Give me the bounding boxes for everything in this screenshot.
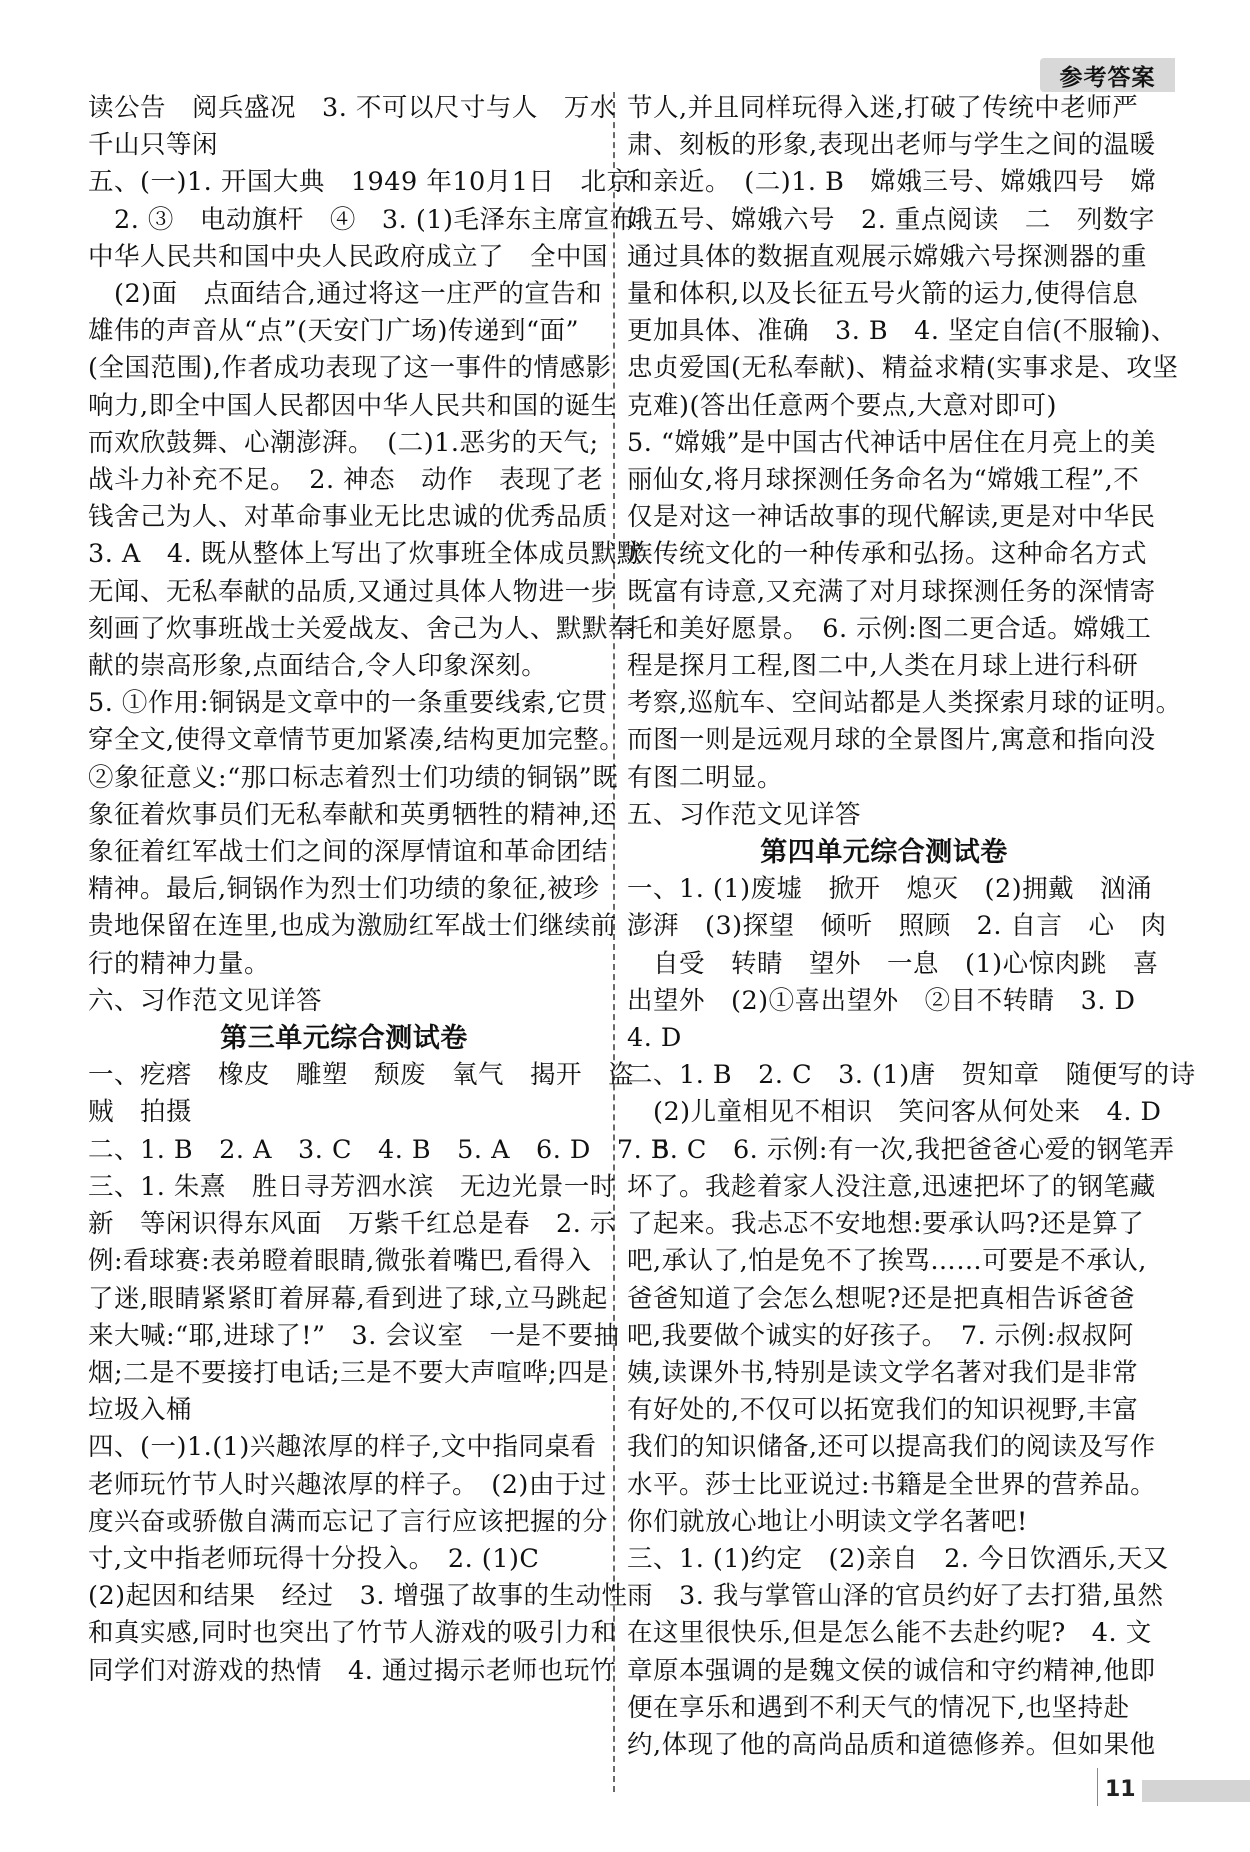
- text-line: 无闻、无私奉献的品质,又通过具体人物进一步: [88, 576, 617, 607]
- text-line: 出望外 (2)①喜出望外 ②目不转睛 3. D: [627, 985, 1136, 1016]
- text-line: (2)起因和结果 经过 3. 增强了故事的生动性: [88, 1581, 628, 1612]
- text-line: 既富有诗意,又充满了对月球探测任务的深情寄: [627, 576, 1156, 607]
- text-line: 托和美好愿景。 6. 示例:图二更合适。嫦娥工: [627, 613, 1152, 644]
- text-line: 一、疙瘩 橡皮 雕塑 颓废 氧气 揭开 盗: [88, 1060, 635, 1091]
- text-line: 娥五号、嫦娥六号 2. 重点阅读 二 列数字: [627, 204, 1155, 235]
- text-line: 烟;二是不要接打电话;三是不要大声喧哗;四是: [88, 1357, 610, 1388]
- text-line: 例:看球赛:表弟瞪着眼睛,微张着嘴巴,看得入: [88, 1246, 592, 1277]
- text-line: 和亲近。 (二)1. B 嫦娥三号、嫦娥四号 嫦: [627, 167, 1157, 198]
- page-number-separator: [1097, 1768, 1098, 1806]
- text-line: ②象征意义:“那口标志着烈士们功绩的铜锅”既: [88, 762, 619, 793]
- text-line: 便在享乐和遇到不利天气的情况下,也坚持赴: [627, 1692, 1130, 1723]
- text-line: 3. A 4. 既从整体上写出了炊事班全体成员默默: [88, 539, 643, 570]
- text-line: 来大喊:“耶,进球了!” 3. 会议室 一是不要抽: [88, 1320, 620, 1351]
- text-line: 献的崇高形象,点面结合,令人印象深刻。: [88, 651, 548, 682]
- text-line: 水平。莎士比亚说过:书籍是全世界的营养品。: [627, 1469, 1157, 1500]
- text-line: 5. “嫦娥”是中国古代神话中居住在月亮上的美: [627, 427, 1157, 458]
- text-line: 通过具体的数据直观展示嫦娥六号探测器的重: [627, 241, 1148, 272]
- text-line: 我们的知识储备,还可以提高我们的阅读及写作: [627, 1432, 1156, 1463]
- text-line: 精神。最后,铜锅作为烈士们功绩的象征,被珍: [88, 874, 600, 905]
- text-line: 穿全文,使得文章情节更加紧凑,结构更加完整。: [88, 725, 626, 756]
- text-line: 爸爸知道了会怎么想呢?还是把真相告诉爸爸: [627, 1283, 1136, 1314]
- page-number: 11: [1105, 1777, 1136, 1802]
- text-line: 考察,巡航车、空间站都是人类探索月球的证明。: [627, 688, 1182, 719]
- text-line: 五、(一)1. 开国大典 1949 年10月1日 北京: [88, 167, 633, 198]
- text-line: (全国范围),作者成功表现了这一事件的情感影: [88, 353, 612, 384]
- text-line: 丽仙女,将月球探测任务命名为“嫦娥工程”,不: [627, 465, 1140, 496]
- text-line: 吧,我要做个诚实的好孩子。 7. 示例:叔叔阿: [627, 1320, 1134, 1351]
- text-line: 四、(一)1.(1)兴趣浓厚的样子,文中指同桌看: [88, 1432, 597, 1463]
- text-line: 和真实感,同时也突出了竹节人游戏的吸引力和: [88, 1618, 617, 1649]
- text-line: 二、1. B 2. C 3. (1)唐 贺知章 随便写的诗: [627, 1060, 1196, 1091]
- text-line: 你们就放心地让小明读文学名著吧!: [627, 1506, 1028, 1537]
- text-line: (2)面 点面结合,通过将这一庄严的宣告和: [88, 279, 603, 310]
- text-line: 更加具体、准确 3. B 4. 坚定自信(不服输)、: [627, 316, 1178, 347]
- text-line: 克难)(答出任意两个要点,大意对即可): [627, 390, 1057, 421]
- text-line: 而图一则是远观月球的全景图片,寓意和指向没: [627, 725, 1156, 756]
- text-line: 了起来。我忐忑不安地想:要承认吗?还是算了: [627, 1209, 1145, 1240]
- text-line: 寸,文中指老师玩得十分投入。 2. (1)C: [88, 1543, 540, 1574]
- text-line: 姨,读课外书,特别是读文学名著对我们是非常: [627, 1357, 1139, 1388]
- column-divider: [613, 92, 615, 1792]
- text-line: 5. C 6. 示例:有一次,我把爸爸心爱的钢笔弄: [627, 1134, 1175, 1165]
- text-line: 4. D: [627, 1023, 682, 1054]
- text-line: 2. ③ 电动旗杆 ④ 3. (1)毛泽东主席宣布: [88, 204, 636, 235]
- text-line: 肃、刻板的形象,表现出老师与学生之间的温暖: [627, 130, 1156, 161]
- text-line: 而欢欣鼓舞、心潮澎湃。 (二)1.恶劣的天气;: [88, 427, 599, 458]
- text-line: 响力,即全中国人民都因中华人民共和国的诞生: [88, 390, 617, 421]
- text-line: 吧,承认了,怕是免不了挨骂……可要是不承认,: [627, 1246, 1147, 1277]
- right-column: [627, 90, 1196, 1764]
- text-line: 三、1. 朱熹 胜日寻芳泗水滨 无边光景一时: [88, 1171, 616, 1202]
- text-line: 象征着炊事员们无私奉献和英勇牺牲的精神,还: [88, 799, 617, 830]
- text-line: 程是探月工程,图二中,人类在月球上进行科研: [627, 651, 1139, 682]
- text-line: 贵地保留在连里,也成为激励红军战士们继续前: [88, 911, 617, 942]
- text-line: 在这里很快乐,但是怎么能不去赴约呢? 4. 文: [627, 1618, 1152, 1649]
- text-line: 雄伟的声音从“点”(天安门广场)传递到“面”: [88, 316, 580, 347]
- text-line: 中华人民共和国中央人民政府成立了 全中国: [88, 241, 609, 272]
- text-line: 战斗力补充不足。 2. 神态 动作 表现了老: [88, 465, 604, 496]
- text-line: 仅是对这一神话故事的现代解读,更是对中华民: [627, 502, 1156, 533]
- text-line: 贼 拍摄: [88, 1097, 193, 1128]
- text-line: 章原本强调的是魏文侯的诚信和守约精神,他即: [627, 1655, 1156, 1686]
- page-footer-bar: [1142, 1780, 1250, 1802]
- text-line: 二、1. B 2. A 3. C 4. B 5. A 6. D 7. B: [88, 1134, 671, 1165]
- text-line: 有好处的,不仅可以拓宽我们的知识视野,丰富: [627, 1395, 1139, 1426]
- text-line: 六、习作范文见详答: [88, 985, 323, 1016]
- text-line: 读公告 阅兵盛况 3. 不可以尺寸与人 万水: [88, 93, 616, 123]
- text-line: 钱舍己为人、对革命事业无比忠诚的优秀品质: [88, 502, 609, 533]
- text-line: 刻画了炊事班战士关爱战友、舍己为人、默默奉: [88, 613, 635, 644]
- text-line: 自受 转睛 望外 一息 (1)心惊肉跳 喜: [627, 948, 1159, 979]
- text-line: 五、习作范文见详答: [627, 799, 862, 830]
- text-line: 象征着红军战士们之间的深厚情谊和革命团结: [88, 837, 609, 868]
- text-line: 一、1. (1)废墟 掀开 熄灭 (2)拥戴 汹涌: [627, 874, 1153, 905]
- text-line: 三、1. (1)约定 (2)亲自 2. 今日饮酒乐,天又: [627, 1543, 1169, 1574]
- text-line: 行的精神力量。: [88, 948, 271, 979]
- text-line: 有图二明显。: [627, 762, 784, 793]
- text-line: 度兴奋或骄傲自满而忘记了言行应该把握的分: [88, 1506, 609, 1537]
- section-title: 第三单元综合测试卷: [220, 1023, 468, 1055]
- section-title: 第四单元综合测试卷: [760, 837, 1008, 869]
- text-line: 垃圾入桶: [88, 1395, 193, 1426]
- text-line: 澎湃 (3)探望 倾听 照顾 2. 自言 心 肉: [627, 911, 1167, 942]
- text-line: 坏了。我趁着家人没注意,迅速把坏了的钢笔藏: [627, 1171, 1156, 1202]
- answer-key-tab: 参考答案: [1040, 58, 1175, 92]
- text-line: 忠贞爱国(无私奉献)、精益求精(实事求是、攻坚: [627, 353, 1179, 384]
- text-line: (2)儿童相见不相识 笑问客从何处来 4. D: [627, 1097, 1162, 1128]
- text-line: 量和体积,以及长征五号火箭的运力,使得信息: [627, 279, 1139, 310]
- text-line: 新 等闲识得东风面 万紫千红总是春 2. 示: [88, 1209, 616, 1240]
- text-line: 节人,并且同样玩得入迷,打破了传统中老师严: [627, 93, 1139, 123]
- text-line: 族传统文化的一种传承和弘扬。这种命名方式: [627, 539, 1148, 570]
- text-line: 同学们对游戏的热情 4. 通过揭示老师也玩竹: [88, 1655, 616, 1686]
- text-line: 约,体现了他的高尚品质和道德修养。但如果他: [627, 1729, 1156, 1760]
- text-line: 雨 3. 我与掌管山泽的官员约好了去打猎,虽然: [627, 1581, 1164, 1612]
- text-line: 老师玩竹节人时兴趣浓厚的样子。 (2)由于过: [88, 1469, 607, 1500]
- text-line: 5. ①作用:铜锅是文章中的一条重要线索,它贯: [88, 688, 608, 719]
- text-line: 了迷,眼睛紧紧盯着屏幕,看到进了球,立马跳起: [88, 1283, 608, 1314]
- text-line: 千山只等闲: [88, 130, 219, 161]
